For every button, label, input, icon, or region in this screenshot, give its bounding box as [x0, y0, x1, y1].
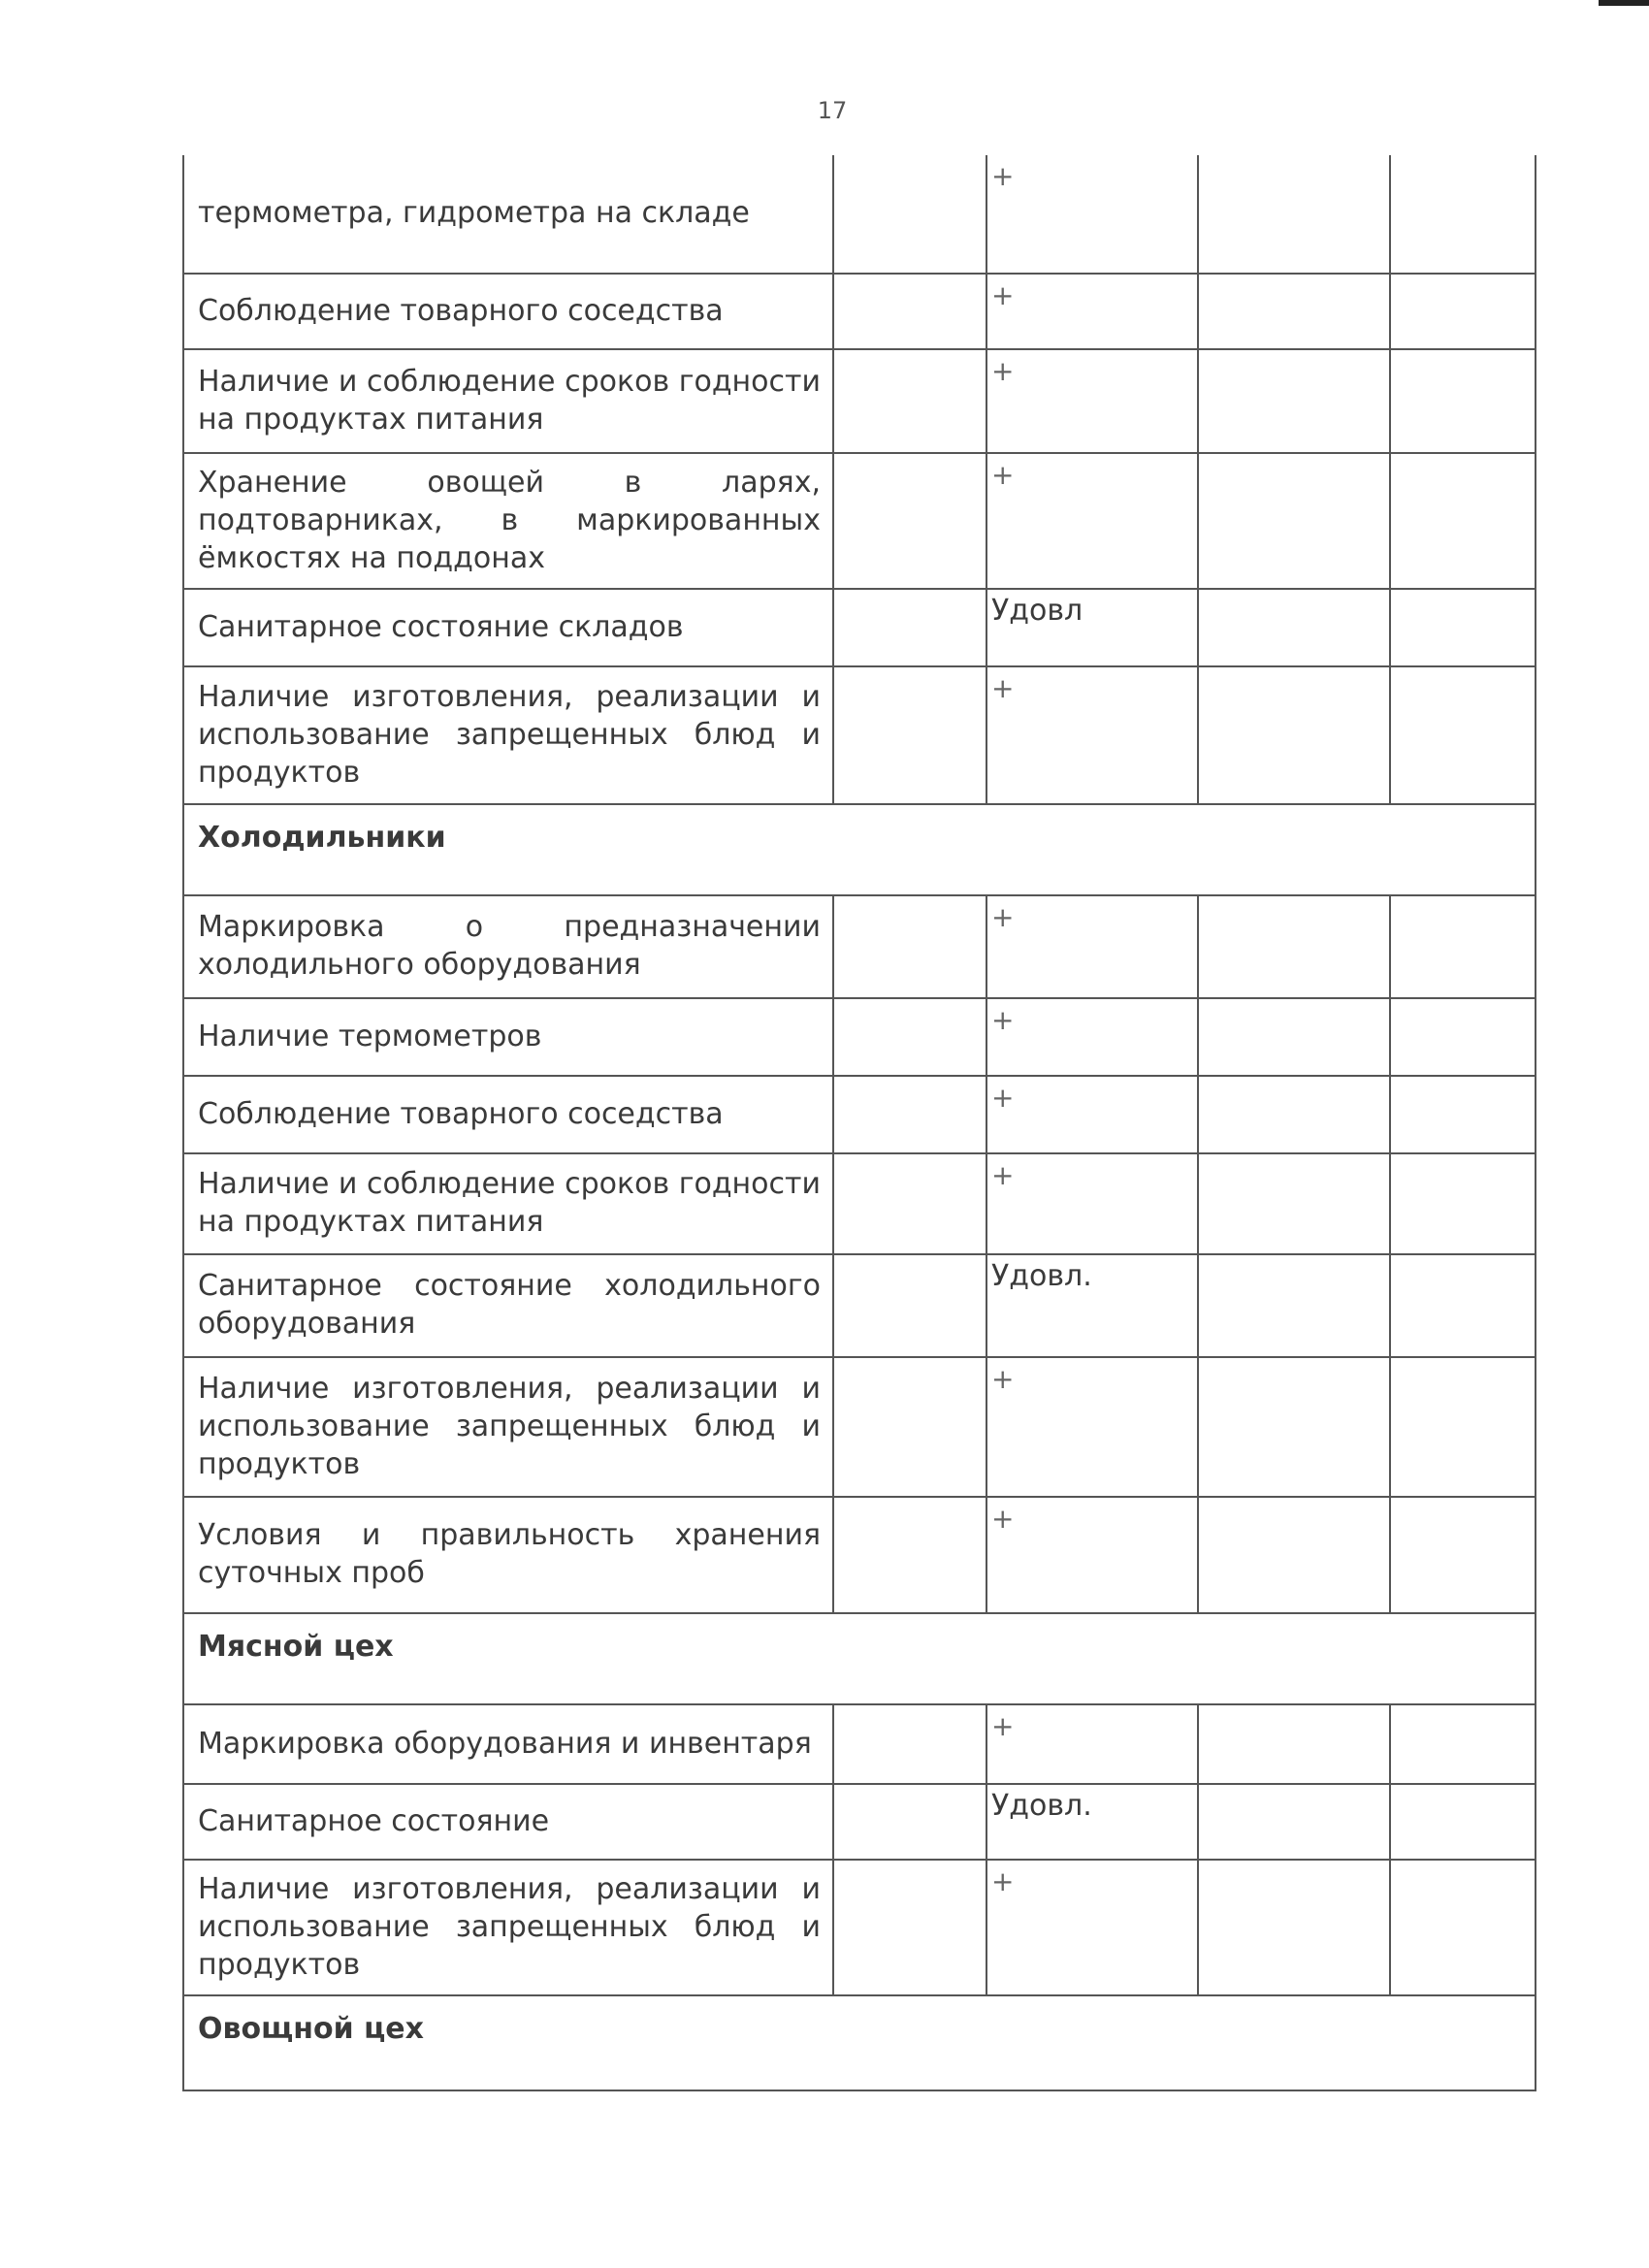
empty-cell [1198, 155, 1390, 274]
empty-cell [1390, 1497, 1536, 1613]
row-value: + [991, 1363, 1015, 1395]
table-row [183, 274, 1536, 349]
empty-cell [1198, 666, 1390, 804]
row-value: + [991, 1082, 1015, 1114]
empty-cell [1198, 349, 1390, 453]
row-label: Наличие изготовления, реализации и использование запрещенных блюд и продуктов [183, 1357, 833, 1497]
empty-cell [1198, 998, 1390, 1076]
empty-cell [833, 998, 986, 1076]
empty-cell [1390, 1254, 1536, 1357]
table-row [183, 1076, 1536, 1153]
row-value: Удовл. [991, 1259, 1092, 1293]
empty-cell [833, 1860, 986, 1995]
empty-cell [1198, 453, 1390, 589]
empty-cell [833, 1254, 986, 1357]
empty-cell [1198, 274, 1390, 349]
row-value: + [991, 1503, 1015, 1535]
value-cell [986, 895, 1198, 998]
row-value: + [991, 901, 1015, 933]
table-row [183, 453, 1536, 589]
value-cell [986, 349, 1198, 453]
row-label: Маркировка о предназначении холодильного оборудования [183, 895, 833, 998]
section-row [183, 1995, 1536, 2090]
empty-cell [833, 1704, 986, 1784]
value-cell [986, 1860, 1198, 1995]
value-cell [986, 1153, 1198, 1254]
row-label: Хранение овощей в ларях, подтоварниках, в маркированных ёмкостях на поддонах [183, 453, 833, 589]
table-row [183, 349, 1536, 453]
empty-cell [833, 274, 986, 349]
empty-cell [833, 349, 986, 453]
empty-cell [833, 1784, 986, 1860]
table-row [183, 1704, 1536, 1784]
empty-cell [1390, 155, 1536, 274]
empty-cell [1198, 1357, 1390, 1497]
empty-cell [1198, 1784, 1390, 1860]
value-cell [986, 666, 1198, 804]
row-label: Наличие и соблюдение сроков годности на продуктах питания [183, 349, 833, 453]
row-value: + [991, 459, 1015, 491]
empty-cell [1198, 895, 1390, 998]
row-label: Санитарное состояние складов [183, 589, 833, 666]
empty-cell [1390, 349, 1536, 453]
row-value: + [991, 672, 1015, 704]
empty-cell [833, 589, 986, 666]
empty-cell [1198, 1860, 1390, 1995]
row-label: Соблюдение товарного соседства [183, 1076, 833, 1153]
value-cell [986, 1357, 1198, 1497]
table-row [183, 1357, 1536, 1497]
empty-cell [833, 1357, 986, 1497]
row-label: Наличие изготовления, реализации и использование запрещенных блюд и продуктов [183, 666, 833, 804]
empty-cell [833, 1153, 986, 1254]
row-label: Соблюдение товарного соседства [183, 274, 833, 349]
empty-cell [833, 453, 986, 589]
table-row [183, 666, 1536, 804]
row-value: Удовл. [991, 1789, 1092, 1823]
table-row [183, 1254, 1536, 1357]
row-value: + [991, 1865, 1015, 1897]
section-row [183, 804, 1536, 895]
empty-cell [1390, 895, 1536, 998]
empty-cell [1390, 1153, 1536, 1254]
row-label: Условия и правильность хранения суточных проб [183, 1497, 833, 1613]
value-cell [986, 453, 1198, 589]
empty-cell [1198, 1704, 1390, 1784]
section-row [183, 1613, 1536, 1704]
scan-edge-mark [1599, 0, 1649, 6]
row-value: + [991, 279, 1015, 311]
row-label: термометра, гидрометра на складе [183, 155, 833, 274]
table-row [183, 589, 1536, 666]
empty-cell [1390, 1357, 1536, 1497]
empty-cell [1390, 1860, 1536, 1995]
empty-cell [833, 666, 986, 804]
inspection-table [182, 155, 1536, 2091]
empty-cell [1198, 1153, 1390, 1254]
row-value: Удовл [991, 594, 1083, 628]
empty-cell [833, 1497, 986, 1613]
row-label: Наличие и соблюдение сроков годности на продуктах питания [183, 1153, 833, 1254]
value-cell [986, 155, 1198, 274]
row-value: + [991, 1004, 1015, 1036]
empty-cell [1390, 1704, 1536, 1784]
value-cell [986, 1254, 1198, 1357]
table-row [183, 1784, 1536, 1860]
value-cell [986, 1704, 1198, 1784]
section-heading: Холодильники [183, 804, 1536, 895]
table-row [183, 998, 1536, 1076]
row-label: Наличие термометров [183, 998, 833, 1076]
value-cell [986, 589, 1198, 666]
row-label: Санитарное состояние [183, 1784, 833, 1860]
page-number: 17 [817, 97, 848, 124]
row-value: + [991, 1159, 1015, 1191]
empty-cell [1390, 1784, 1536, 1860]
empty-cell [1198, 589, 1390, 666]
table-row [183, 1860, 1536, 1995]
table-row [183, 1497, 1536, 1613]
empty-cell [1198, 1497, 1390, 1613]
row-label: Маркировка оборудования и инвентаря [183, 1704, 833, 1784]
row-value: + [991, 1710, 1015, 1742]
row-value: + [991, 355, 1015, 387]
value-cell [986, 1784, 1198, 1860]
table-row [183, 1153, 1536, 1254]
empty-cell [833, 155, 986, 274]
section-heading: Овощной цех [183, 1995, 1536, 2090]
table-row [183, 895, 1536, 998]
empty-cell [1198, 1076, 1390, 1153]
empty-cell [1390, 453, 1536, 589]
value-cell [986, 998, 1198, 1076]
empty-cell [1390, 1076, 1536, 1153]
empty-cell [833, 1076, 986, 1153]
row-value: + [991, 160, 1015, 192]
empty-cell [1390, 998, 1536, 1076]
value-cell [986, 1497, 1198, 1613]
table-row [183, 155, 1536, 274]
empty-cell [1390, 589, 1536, 666]
value-cell [986, 274, 1198, 349]
empty-cell [1390, 666, 1536, 804]
row-label: Санитарное состояние холодильного оборудования [183, 1254, 833, 1357]
empty-cell [833, 895, 986, 998]
row-label: Наличие изготовления, реализации и использование запрещенных блюд и продуктов [183, 1860, 833, 1995]
section-heading: Мясной цех [183, 1613, 1536, 1704]
empty-cell [1390, 274, 1536, 349]
value-cell [986, 1076, 1198, 1153]
empty-cell [1198, 1254, 1390, 1357]
